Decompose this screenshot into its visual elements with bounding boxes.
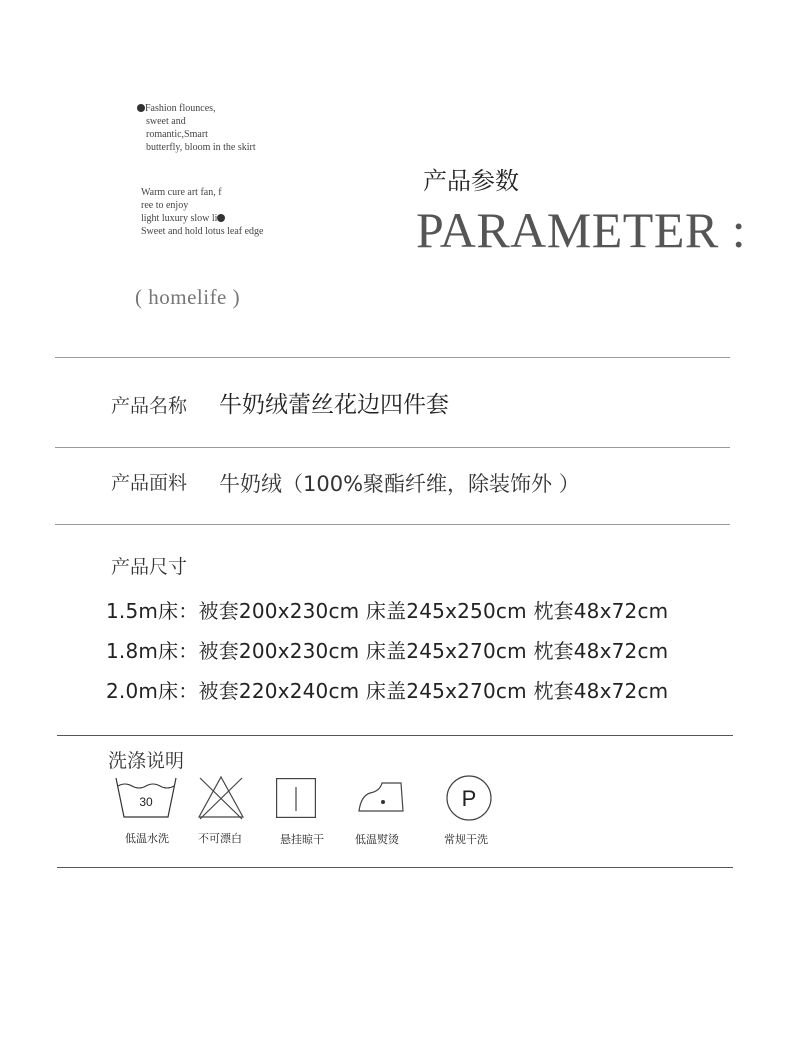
page-title-cn: 产品参数 xyxy=(423,167,519,195)
fabric-value: 牛奶绒（100%聚酯纤维，除装饰外 ） xyxy=(219,472,580,496)
dry-clean-icon xyxy=(446,775,492,821)
bullet-dot-icon xyxy=(137,104,145,112)
brand-name: ( homelife ) xyxy=(135,285,241,309)
care-item-label: 不可漂白 xyxy=(198,832,242,845)
page-title-en: PARAMETER : xyxy=(416,202,747,258)
size-row-1-8m: 1.8m床：被套200x230cm 床盖245x270cm 枕套48x72cm xyxy=(106,639,669,663)
wash-30-icon xyxy=(115,777,177,819)
care-item-label: 悬挂晾干 xyxy=(280,833,324,846)
size-label: 产品尺寸 xyxy=(111,556,188,578)
hang-dry-icon xyxy=(276,778,316,818)
bullet-dot-icon xyxy=(217,214,225,222)
size-row-1-5m: 1.5m床：被套200x230cm 床盖245x250cm 枕套48x72cm xyxy=(106,599,669,623)
intro-blurb-a: Fashion flounces, sweet and romantic,Smart butterfly, bloom in the skirt xyxy=(137,102,256,154)
divider xyxy=(57,867,733,868)
divider xyxy=(57,735,733,736)
dry-clean-letter: P xyxy=(461,786,477,811)
divider xyxy=(55,447,730,448)
intro-blurb-b: Warm cure art fan, f ree to enjoy light luxury slow li Sweet and hold lotus leaf edge xyxy=(141,187,264,237)
size-row-2-0m: 2.0m床：被套220x240cm 床盖245x270cm 枕套48x72cm xyxy=(106,679,669,703)
divider xyxy=(55,357,730,358)
wash-temp-text: 30 xyxy=(139,795,153,809)
care-item-label: 常规干洗 xyxy=(444,833,488,846)
divider xyxy=(55,524,730,525)
care-label: 洗涤说明 xyxy=(108,750,185,772)
product-name-label: 产品名称 xyxy=(111,395,188,417)
fabric-label: 产品面料 xyxy=(111,472,188,494)
no-bleach-icon xyxy=(197,775,245,821)
care-item-label: 低温水洗 xyxy=(125,832,169,845)
care-item-label: 低温熨烫 xyxy=(355,833,399,846)
product-name-value: 牛奶绒蕾丝花边四件套 xyxy=(219,392,449,418)
low-iron-icon xyxy=(358,779,404,813)
